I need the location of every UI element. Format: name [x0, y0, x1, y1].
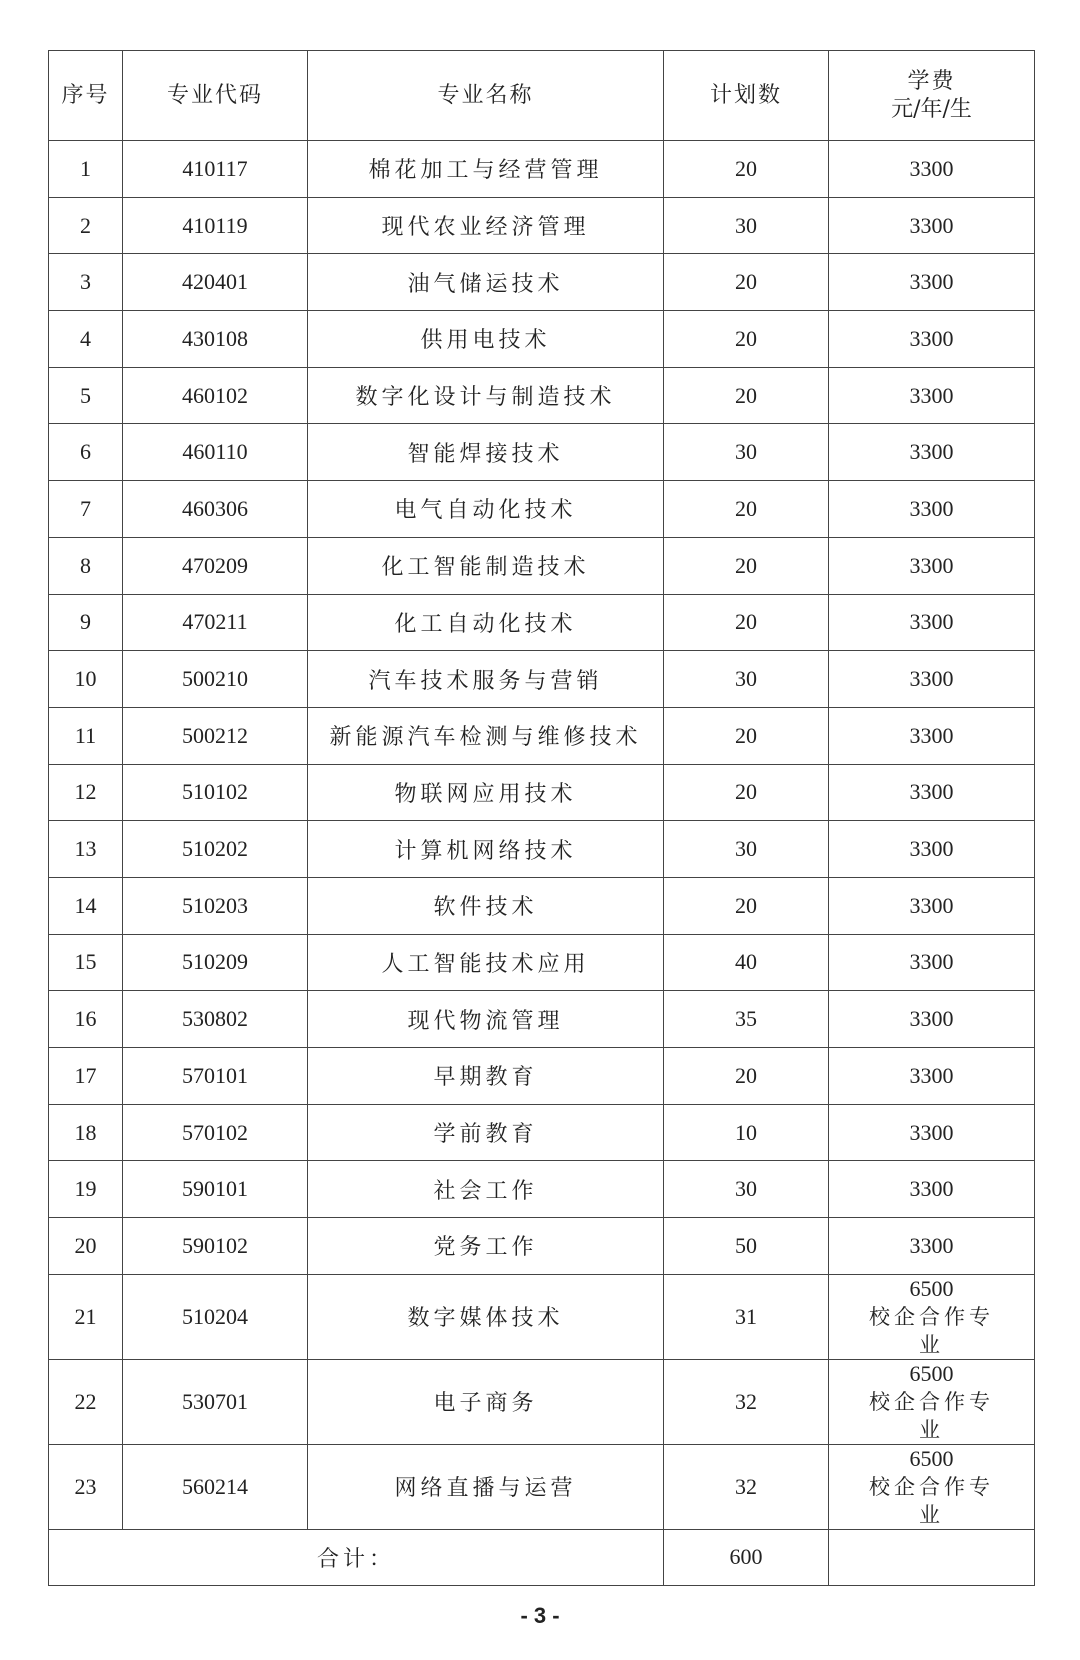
cell-code: 500212 — [123, 707, 308, 764]
table-row — [49, 821, 1035, 878]
cell-fee: 3300 — [829, 367, 1035, 424]
cell-name: 新能源汽车检测与维修技术 — [308, 707, 664, 764]
fee-note-cont: 业 — [919, 1332, 944, 1357]
cell-plan: 20 — [664, 537, 829, 594]
table-row — [49, 991, 1035, 1048]
cell-fee: 3300 — [829, 877, 1035, 934]
cell-name: 物联网应用技术 — [308, 764, 664, 821]
cell-fee: 3300 — [829, 594, 1035, 651]
total-plan: 600 — [664, 1529, 829, 1585]
cell-index: 20 — [49, 1218, 123, 1275]
fee-note: 校企合作专 — [869, 1474, 994, 1499]
header-name: 专业名称 — [308, 51, 664, 141]
table-row — [49, 424, 1035, 481]
cell-code: 460110 — [123, 424, 308, 481]
cell-plan: 20 — [664, 594, 829, 651]
cell-name: 电气自动化技术 — [308, 481, 664, 538]
table-row — [49, 764, 1035, 821]
cell-name: 棉花加工与经营管理 — [308, 141, 664, 198]
header-planned: 计划数 — [664, 51, 829, 141]
header-fee-title: 学费 — [907, 68, 956, 94]
cell-code: 590101 — [123, 1161, 308, 1218]
fee-amount: 6500 — [909, 1360, 954, 1386]
header-row — [49, 51, 1035, 141]
cell-plan: 50 — [664, 1218, 829, 1275]
cell-fee: 3300 — [829, 197, 1035, 254]
cell-index: 6 — [49, 424, 123, 481]
cell-name: 学前教育 — [308, 1104, 664, 1161]
cell-code: 470211 — [123, 594, 308, 651]
table-row — [49, 481, 1035, 538]
cell-code: 410119 — [123, 197, 308, 254]
cell-index: 10 — [49, 651, 123, 708]
cell-fee: 3300 — [829, 1048, 1035, 1105]
cell-code: 420401 — [123, 254, 308, 311]
cell-fee: 3300 — [829, 481, 1035, 538]
fee-note-cont: 业 — [919, 1502, 944, 1527]
table-row — [49, 877, 1035, 934]
cell-index: 4 — [49, 311, 123, 368]
table-row — [49, 1048, 1035, 1105]
cell-fee: 3300 — [829, 311, 1035, 368]
cell-plan: 10 — [664, 1104, 829, 1161]
table-row — [49, 537, 1035, 594]
table-row — [49, 934, 1035, 991]
cell-name: 化工智能制造技术 — [308, 537, 664, 594]
header-index: 序号 — [49, 51, 123, 141]
cell-code: 510203 — [123, 877, 308, 934]
cell-plan: 32 — [664, 1359, 829, 1444]
cell-plan: 20 — [664, 1048, 829, 1105]
cell-index: 21 — [49, 1274, 123, 1359]
cell-index: 14 — [49, 877, 123, 934]
cell-name: 数字媒体技术 — [308, 1274, 664, 1359]
cell-code: 500210 — [123, 651, 308, 708]
cell-fee: 3300 — [829, 934, 1035, 991]
cell-fee — [829, 1359, 1035, 1444]
cell-plan: 30 — [664, 821, 829, 878]
total-label: 合计： — [49, 1529, 664, 1585]
cell-fee: 3300 — [829, 537, 1035, 594]
cell-name: 人工智能技术应用 — [308, 934, 664, 991]
cell-code: 510209 — [123, 934, 308, 991]
page-number: - 3 - — [520, 1603, 560, 1628]
cell-index: 18 — [49, 1104, 123, 1161]
cell-index: 7 — [49, 481, 123, 538]
cell-fee: 3300 — [829, 821, 1035, 878]
cell-code: 530802 — [123, 991, 308, 1048]
cell-index: 22 — [49, 1359, 123, 1444]
cell-name: 党务工作 — [308, 1218, 664, 1275]
cell-plan: 20 — [664, 764, 829, 821]
cell-code: 460102 — [123, 367, 308, 424]
cell-plan: 40 — [664, 934, 829, 991]
cell-name: 现代物流管理 — [308, 991, 664, 1048]
cell-fee: 3300 — [829, 1218, 1035, 1275]
fee-note-cont: 业 — [919, 1417, 944, 1442]
cell-code: 570101 — [123, 1048, 308, 1105]
fee-note: 校企合作专 — [869, 1304, 994, 1329]
cell-name: 网络直播与运营 — [308, 1444, 664, 1529]
cell-plan: 20 — [664, 481, 829, 538]
cell-code: 510204 — [123, 1274, 308, 1359]
cell-index: 3 — [49, 254, 123, 311]
table-row — [49, 197, 1035, 254]
cell-plan: 30 — [664, 197, 829, 254]
table-row — [49, 1359, 1035, 1444]
cell-plan: 30 — [664, 424, 829, 481]
cell-plan: 30 — [664, 651, 829, 708]
cell-index: 19 — [49, 1161, 123, 1218]
cell-index: 9 — [49, 594, 123, 651]
cell-code: 530701 — [123, 1359, 308, 1444]
cell-fee: 3300 — [829, 141, 1035, 198]
fee-note: 校企合作专 — [869, 1389, 994, 1414]
total-fee — [829, 1529, 1035, 1585]
cell-name: 油气储运技术 — [308, 254, 664, 311]
cell-code: 460306 — [123, 481, 308, 538]
fee-amount: 6500 — [909, 1275, 954, 1301]
cell-index: 2 — [49, 197, 123, 254]
cell-index: 16 — [49, 991, 123, 1048]
table-row — [49, 1218, 1035, 1275]
cell-index: 5 — [49, 367, 123, 424]
cell-name: 智能焊接技术 — [308, 424, 664, 481]
cell-fee: 3300 — [829, 651, 1035, 708]
cell-index: 17 — [49, 1048, 123, 1105]
cell-index: 13 — [49, 821, 123, 878]
cell-index: 12 — [49, 764, 123, 821]
cell-plan: 20 — [664, 707, 829, 764]
cell-code: 430108 — [123, 311, 308, 368]
total-row — [49, 1529, 1035, 1585]
header-code: 专业代码 — [123, 51, 308, 141]
cell-code: 560214 — [123, 1444, 308, 1529]
cell-fee — [829, 1444, 1035, 1529]
table-row — [49, 707, 1035, 764]
table-row — [49, 1274, 1035, 1359]
header-fee-unit: 元/年/生 — [891, 96, 972, 122]
table-row — [49, 651, 1035, 708]
enrollment-plan-table — [48, 50, 1035, 1586]
cell-fee: 3300 — [829, 991, 1035, 1048]
cell-code: 510102 — [123, 764, 308, 821]
cell-name: 汽车技术服务与营销 — [308, 651, 664, 708]
cell-plan: 20 — [664, 141, 829, 198]
cell-index: 15 — [49, 934, 123, 991]
cell-fee: 3300 — [829, 254, 1035, 311]
cell-index: 8 — [49, 537, 123, 594]
cell-fee: 3300 — [829, 424, 1035, 481]
cell-plan: 20 — [664, 311, 829, 368]
cell-fee — [829, 1274, 1035, 1359]
cell-name: 化工自动化技术 — [308, 594, 664, 651]
cell-code: 510202 — [123, 821, 308, 878]
cell-name: 早期教育 — [308, 1048, 664, 1105]
cell-index: 23 — [49, 1444, 123, 1529]
cell-name: 社会工作 — [308, 1161, 664, 1218]
cell-fee: 3300 — [829, 707, 1035, 764]
cell-name: 供用电技术 — [308, 311, 664, 368]
cell-name: 数字化设计与制造技术 — [308, 367, 664, 424]
cell-code: 470209 — [123, 537, 308, 594]
header-fee — [829, 51, 1035, 141]
cell-plan: 35 — [664, 991, 829, 1048]
cell-name: 软件技术 — [308, 877, 664, 934]
table-row — [49, 254, 1035, 311]
table-row — [49, 367, 1035, 424]
cell-index: 1 — [49, 141, 123, 198]
table-row — [49, 1444, 1035, 1529]
table-row — [49, 141, 1035, 198]
cell-code: 410117 — [123, 141, 308, 198]
cell-name: 计算机网络技术 — [308, 821, 664, 878]
cell-code: 590102 — [123, 1218, 308, 1275]
cell-fee: 3300 — [829, 764, 1035, 821]
cell-name: 电子商务 — [308, 1359, 664, 1444]
table-row — [49, 311, 1035, 368]
cell-code: 570102 — [123, 1104, 308, 1161]
cell-plan: 20 — [664, 877, 829, 934]
cell-plan: 32 — [664, 1444, 829, 1529]
cell-index: 11 — [49, 707, 123, 764]
cell-plan: 31 — [664, 1274, 829, 1359]
table-row — [49, 1161, 1035, 1218]
cell-fee: 3300 — [829, 1161, 1035, 1218]
cell-name: 现代农业经济管理 — [308, 197, 664, 254]
fee-amount: 6500 — [909, 1445, 954, 1471]
cell-fee: 3300 — [829, 1104, 1035, 1161]
cell-plan: 20 — [664, 254, 829, 311]
cell-plan: 20 — [664, 367, 829, 424]
cell-plan: 30 — [664, 1161, 829, 1218]
table-row — [49, 594, 1035, 651]
table-row — [49, 1104, 1035, 1161]
